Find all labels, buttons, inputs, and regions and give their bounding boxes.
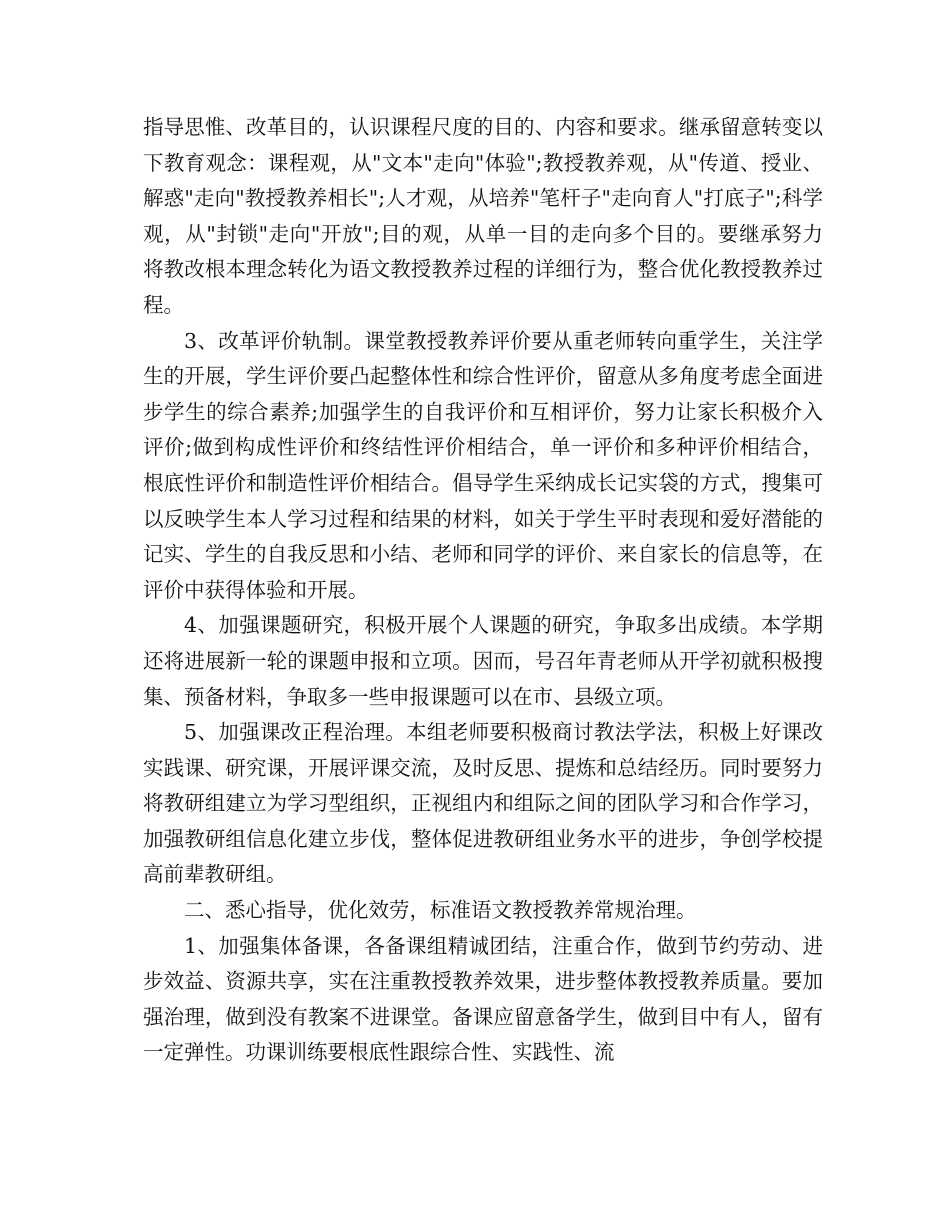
paragraph-5: 1、加强集体备课，各备课组精诚团结，注重合作，做到节约劳动、进步效益、资源共享，实在注重教授教养效果，进步整体教授教养质量。要加强治理，做到没有教案不进课堂。备课应留意备学生，做到目中有人，留有一定弹性。功课训练要根底性跟综合性、实践性、流 xyxy=(143,933,823,1065)
paragraph-0: 指导思惟、改革目的，认识课程尺度的目的、内容和要求。继承留意转变以下教育观念：课程观，从"文本"走向"体验";教授教养观，从"传道、授业、解惑"走向"教授教养相长";人才观，从培养"笔杆子"走向育人"打底子";科学观，从"封锁"走向"开放";目的观，从单一目的走向多个目的。要继承努力将教改根本理念转化为语文教授教养过程的详细行为，整合优化教授教养过程。 xyxy=(143,115,823,317)
paragraph-3: 5、加强课改正程治理。本组老师要积极商讨教法学法，积极上好课改实践课、研究课，开展评课交流，及时反思、提炼和总结经历。同时要努力将教研组建立为学习型组织，正视组内和组际之间的团队学习和合作学习，加强教研组信息化建立步伐，整体促进教研组业务水平的进步，争创学校提高前辈教研组。 xyxy=(143,720,823,887)
paragraph-2: 4、加强课题研究，积极开展个人课题的研究，争取多出成绩。本学期还将进展新一轮的课题申报和立项。因而，号召年青老师从开学初就积极搜集、预备材料，争取多一些申报课题可以在市、县级立项。 xyxy=(143,613,823,709)
paragraph-4: 二、悉心指导，优化效劳，标准语文教授教养常规治理。 xyxy=(184,898,697,923)
paragraph-1: 3、改革评价轨制。课堂教授教养评价要从重老师转向重学生，关注学生的开展，学生评价要凸起整体性和综合性评价，留意从多角度考虑全面进步学生的综合素养;加强学生的自我评价和互相评价，努力让家长积极介入评价;做到构成性评价和终结性评价相结合，单一评价和多种评价相结合，根底性评价和制造性评价相结合。倡导学生采纳成长记实袋的方式，搜集可以反映学生本人学习过程和结果的材料，如关于学生平时表现和爱好潜能的记实、学生的自我反思和小结、老师和同学的评价、来自家长的信息等，在评价中获得体验和开展。 xyxy=(143,328,823,602)
document-body xyxy=(143,110,823,1071)
